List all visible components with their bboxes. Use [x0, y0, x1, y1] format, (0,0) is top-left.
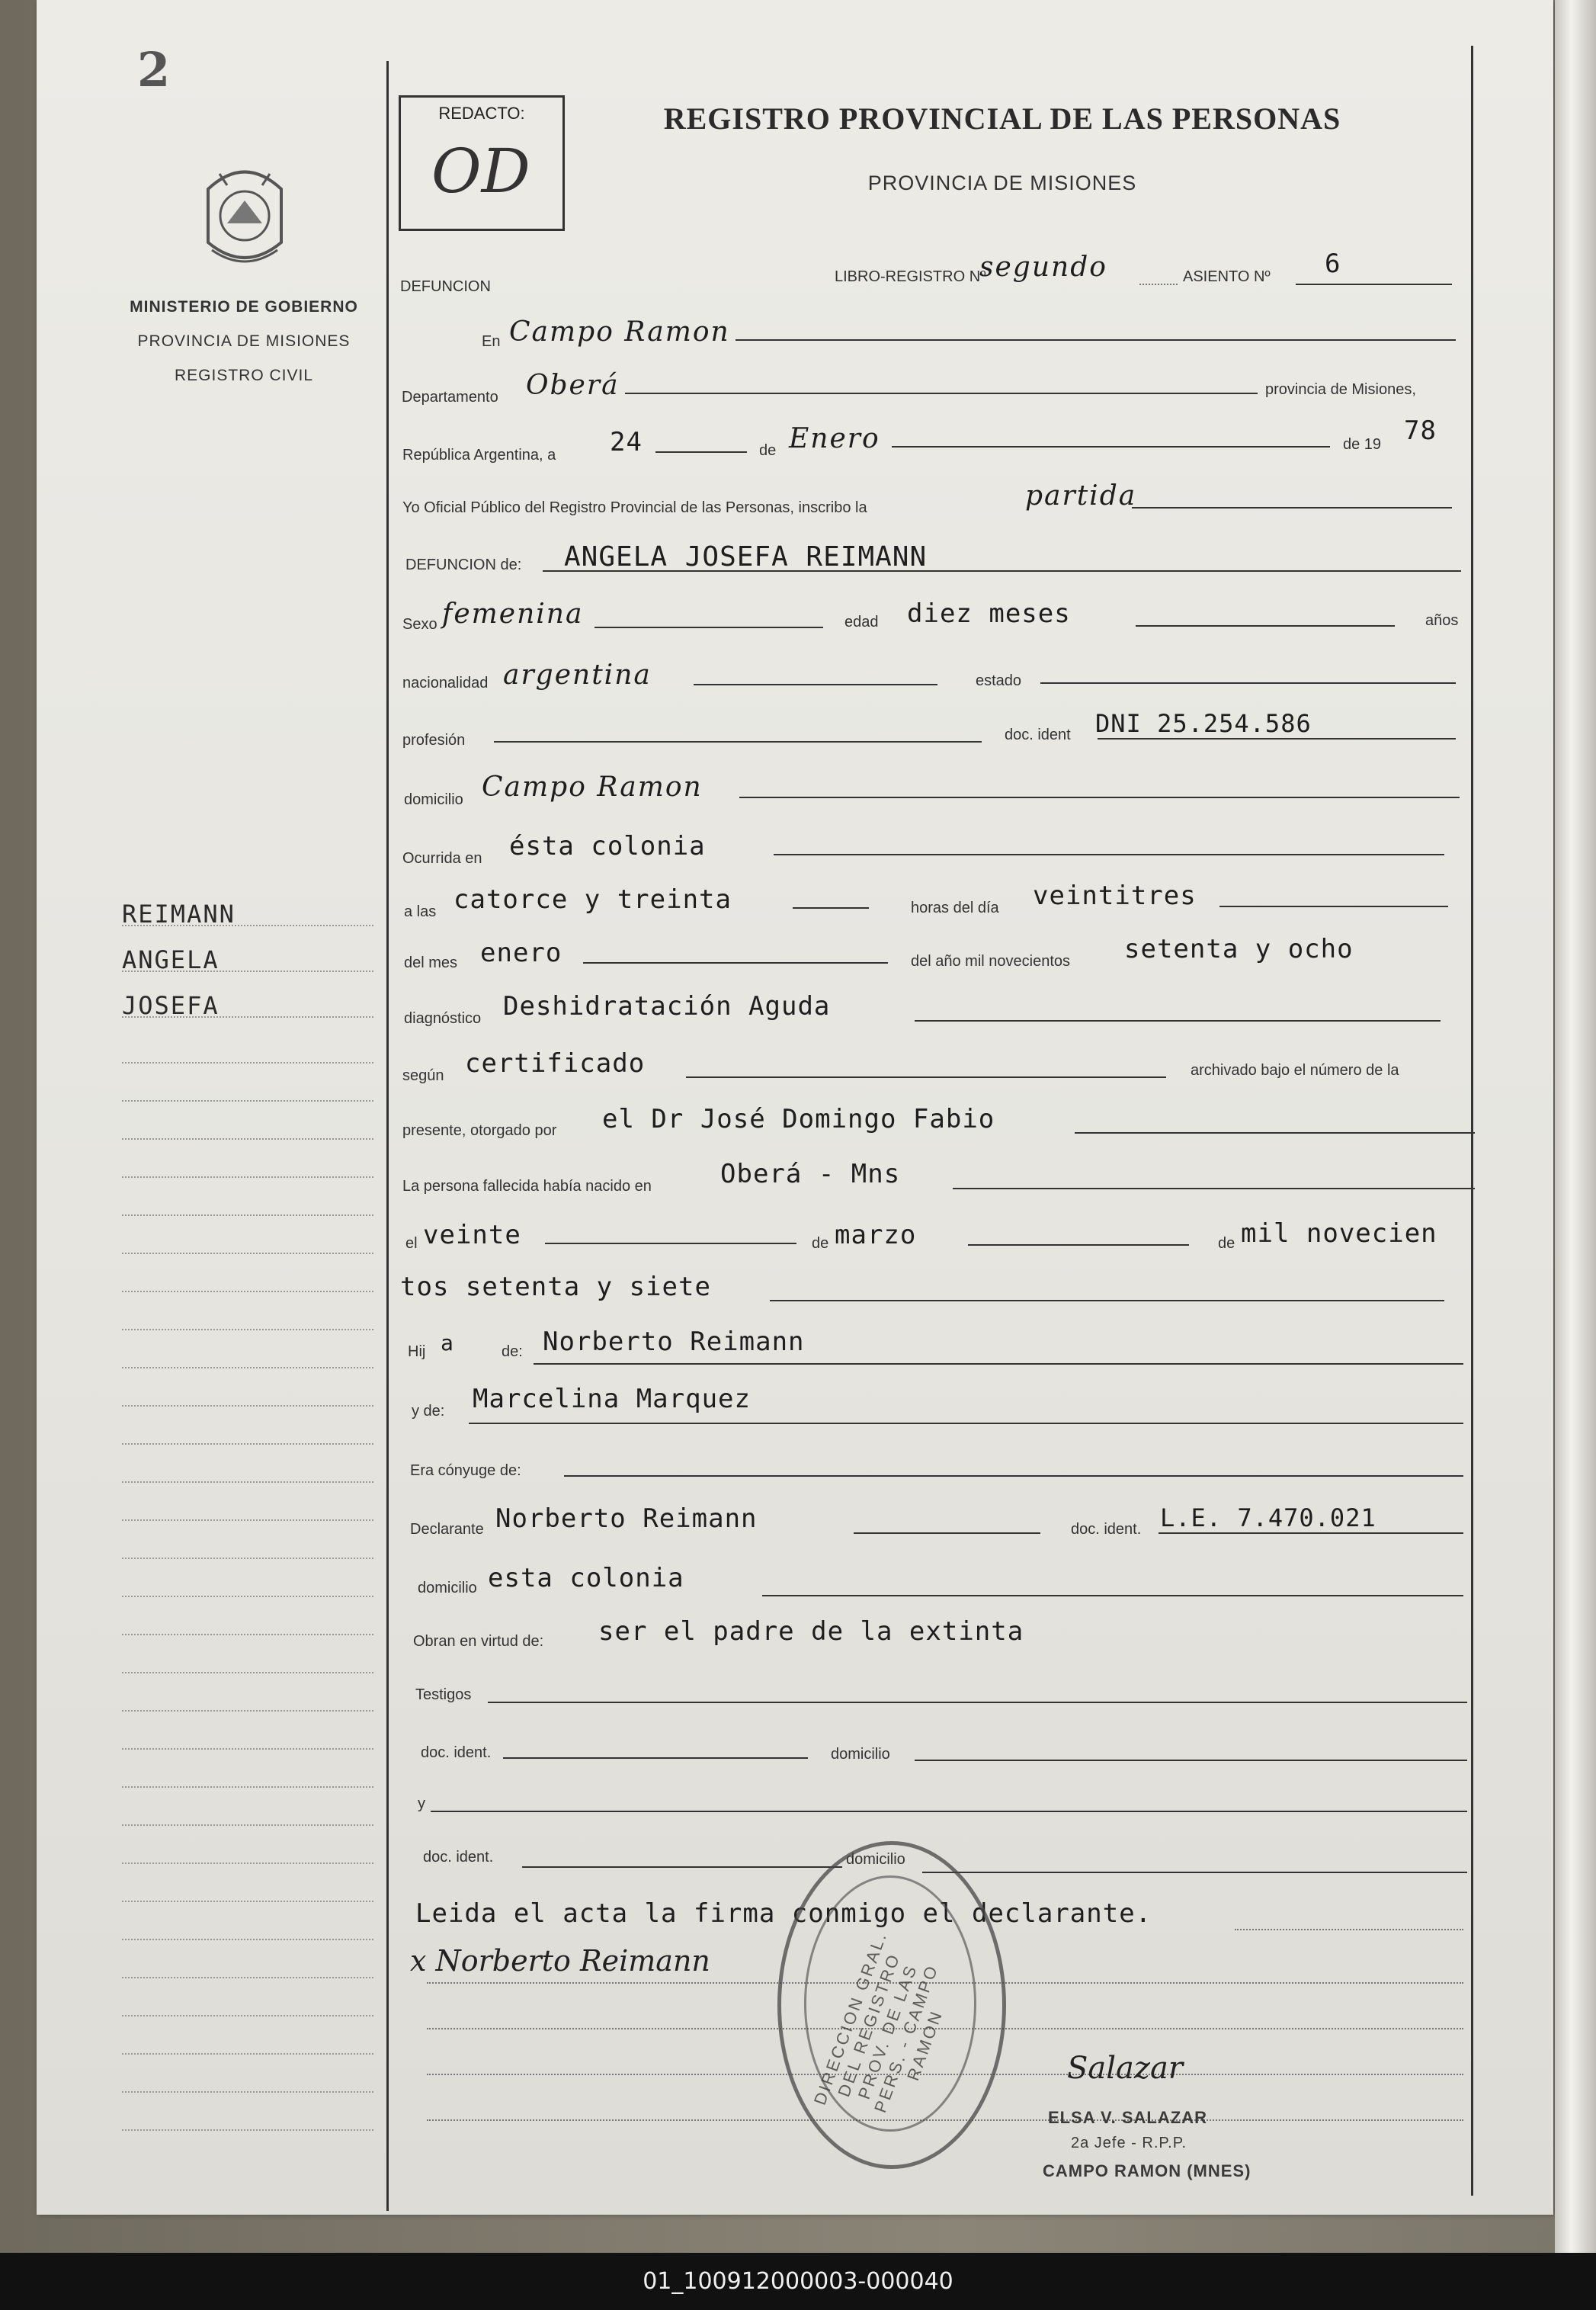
dotted-line — [1235, 1929, 1463, 1930]
madre-value: Marcelina Marquez — [473, 1384, 751, 1414]
segun-label: según — [402, 1067, 444, 1084]
line — [625, 393, 1258, 394]
conyuge-label: Era cónyuge de: — [410, 1462, 521, 1479]
office-name: REGISTRO CIVIL — [174, 367, 314, 384]
estado-label: estado — [976, 672, 1022, 689]
doc-ident3-label: doc. ident. — [421, 1744, 492, 1761]
margin-line — [122, 1786, 373, 1788]
line — [854, 1532, 1040, 1534]
line — [915, 1760, 1467, 1761]
margin-line — [122, 1176, 373, 1178]
margin-line — [122, 1939, 373, 1940]
margin-line — [122, 1405, 373, 1407]
doc-ident2-label: doc. ident. — [1071, 1521, 1142, 1538]
domicilio3-label: domicilio — [831, 1746, 890, 1763]
margin-line — [122, 2091, 373, 2093]
hora-value: catorce y treinta — [453, 884, 732, 915]
edad-value: diez meses — [907, 598, 1071, 629]
y-de-label: y de: — [412, 1403, 445, 1420]
page-number: 2 — [137, 42, 171, 98]
lugar-nac-value: Oberá - Mns — [720, 1159, 901, 1189]
departamento-label: Departamento — [402, 389, 498, 406]
oficial-statement-label: Yo Oficial Público del Registro Provincial de las Personas, inscribo la — [402, 499, 867, 516]
line — [503, 1757, 808, 1759]
en-label: En — [482, 333, 501, 350]
margin-line — [122, 1100, 373, 1102]
ano-texto-value: setenta y ocho — [1124, 934, 1354, 964]
line — [770, 1300, 1444, 1301]
line — [694, 684, 937, 685]
margin-line — [122, 1214, 373, 1216]
ano-nac-2-value: tos setenta y siete — [400, 1272, 711, 1302]
margin-line — [122, 1672, 373, 1673]
margin-line — [122, 1977, 373, 1978]
hij-de-label: de: — [502, 1343, 523, 1360]
margin-line — [122, 1016, 373, 1018]
segun-value: certificado — [465, 1048, 646, 1079]
line — [494, 741, 982, 743]
asiento-value: 6 — [1325, 249, 1341, 279]
margin-line — [122, 1634, 373, 1635]
line — [1098, 738, 1456, 740]
domicilio2-label: domicilio — [418, 1580, 477, 1596]
year-value: 78 — [1404, 415, 1437, 446]
declarante-signature: x Norberto Reimann — [410, 1944, 710, 1978]
ano-nac-1-value: mil novecien — [1241, 1218, 1437, 1249]
anos-label: años — [1425, 612, 1459, 629]
margin-line — [122, 2053, 373, 2055]
margin-line — [122, 1253, 373, 1254]
line — [1296, 284, 1452, 285]
margin-line — [122, 1138, 373, 1140]
departamento-value: Oberá — [526, 370, 620, 401]
diagnostico-value: Deshidratación Aguda — [503, 991, 831, 1022]
sexo-value: femenina — [442, 598, 584, 630]
margin-line — [122, 1558, 373, 1559]
deceased-label: DEFUNCION de: — [405, 557, 522, 573]
doc-ident-label: doc. ident — [1005, 727, 1071, 743]
deceased-name-value: ANGELA JOSEFA REIMANN — [564, 541, 928, 573]
obran-label: Obran en virtud de: — [413, 1633, 544, 1650]
line — [774, 854, 1444, 855]
doc-ident4-label: doc. ident. — [423, 1849, 494, 1866]
y-label: y — [418, 1795, 425, 1812]
mes-nac-value: marzo — [835, 1220, 917, 1250]
line — [583, 962, 888, 964]
line — [968, 1244, 1189, 1246]
page-edge — [1555, 0, 1596, 2253]
margin-line — [122, 925, 373, 926]
line — [431, 1811, 1467, 1812]
dia-texto-value: veintitres — [1033, 881, 1197, 911]
document-title: REGISTRO PROVINCIAL DE LAS PERSONAS — [663, 101, 1341, 136]
presente-label: presente, otorgado por — [402, 1122, 557, 1139]
nacido-label: La persona fallecida había nacido en — [402, 1178, 652, 1195]
diagnostico-label: diagnóstico — [404, 1010, 482, 1027]
ocurrida-label: Ocurrida en — [402, 850, 482, 867]
right-rule — [1471, 46, 1473, 2196]
line — [762, 1595, 1463, 1596]
nacionalidad-value: argentina — [503, 659, 652, 691]
hij-suffix: a — [441, 1330, 454, 1356]
act-type: DEFUNCION — [400, 278, 491, 295]
line — [545, 1243, 796, 1244]
margin-line — [122, 1062, 373, 1064]
domicilio4-label: domicilio — [846, 1851, 905, 1868]
image-id-caption: 01_100912000003-000040 — [643, 2268, 953, 2295]
margin-rule — [386, 61, 389, 2211]
line — [469, 1423, 1463, 1424]
line — [922, 1872, 1467, 1873]
margin-line — [122, 1481, 373, 1483]
margin-line — [122, 1291, 373, 1292]
line — [655, 451, 747, 453]
sexo-label: Sexo — [402, 616, 437, 633]
provincia-label: provincia de Misiones, — [1265, 381, 1416, 398]
line — [534, 1363, 1463, 1365]
margin-first-name: ANGELA — [122, 945, 220, 974]
margin-line — [122, 1824, 373, 1826]
hij-label: Hij — [408, 1343, 426, 1360]
line — [1040, 682, 1456, 684]
declarante-label: Declarante — [410, 1521, 484, 1538]
line — [739, 797, 1460, 798]
line — [1159, 1532, 1463, 1534]
line — [793, 907, 869, 909]
el-label: el — [405, 1235, 418, 1252]
libro-label: LIBRO-REGISTRO Nº — [835, 268, 986, 285]
line — [1075, 1132, 1475, 1134]
dotted-line — [1139, 284, 1178, 285]
line — [953, 1188, 1475, 1189]
margin-line — [122, 1710, 373, 1712]
leida-statement: Leida el acta la firma conmigo el declarante. — [415, 1898, 1152, 1929]
redacto-box — [399, 95, 565, 231]
line — [686, 1076, 1166, 1078]
profesion-label: profesión — [402, 732, 466, 749]
republica-label: República Argentina, a — [402, 447, 556, 464]
issuer-block — [114, 290, 373, 393]
line — [1136, 625, 1395, 627]
margin-line — [122, 1748, 373, 1750]
provincial-seal-icon — [197, 159, 293, 273]
testigos-label: Testigos — [415, 1686, 472, 1703]
margin-line — [122, 1519, 373, 1521]
line — [488, 1702, 1467, 1703]
line — [736, 339, 1456, 341]
province-name: PROVINCIA DE MISIONES — [137, 332, 351, 350]
line — [915, 1020, 1441, 1022]
archivado-label: archivado bajo el número de la — [1191, 1062, 1399, 1079]
edad-label: edad — [844, 614, 879, 630]
redacto-label: REDACTO: — [438, 104, 525, 123]
margin-line — [122, 1901, 373, 1902]
line — [543, 570, 1461, 572]
a-las-label: a las — [404, 903, 437, 920]
domicilio-value: Campo Ramon — [482, 772, 703, 803]
margin-line — [122, 1862, 373, 1864]
margin-line — [122, 971, 373, 972]
place-value: Campo Ramon — [509, 316, 730, 348]
margin-line — [122, 1367, 373, 1368]
tipo-value: partida — [1025, 480, 1137, 512]
medico-value: el Dr José Domingo Fabio — [602, 1104, 995, 1134]
line — [1219, 906, 1448, 907]
month-value: Enero — [789, 423, 880, 454]
day-value: 24 — [610, 427, 643, 457]
de-label: de — [759, 442, 777, 459]
line — [594, 627, 823, 628]
margin-line — [122, 2015, 373, 2016]
libro-value: segundo — [979, 252, 1107, 283]
doc-declarante-value: L.E. 7.470.021 — [1160, 1503, 1376, 1532]
line — [522, 1866, 842, 1868]
margin-line — [122, 2129, 373, 2131]
domicilio-label: domicilio — [404, 791, 463, 808]
asiento-label: ASIENTO Nº — [1183, 268, 1271, 285]
horas-label: horas del día — [911, 900, 999, 916]
year-prefix-label: de 19 — [1343, 436, 1382, 453]
officer-role: 2a Jefe - R.P.P. — [1071, 2135, 1187, 2151]
margin-second-name: JOSEFA — [122, 991, 220, 1020]
ocurrida-value: ésta colonia — [509, 831, 706, 861]
de-mes-label: de — [812, 1235, 829, 1252]
officer-location: CAMPO RAMON (MNES) — [1043, 2161, 1251, 2180]
margin-line — [122, 1329, 373, 1330]
mes-texto-value: enero — [480, 938, 562, 968]
line — [564, 1475, 1463, 1477]
line — [1132, 507, 1452, 509]
padre-value: Norberto Reimann — [543, 1327, 805, 1357]
nacionalidad-label: nacionalidad — [402, 675, 489, 691]
document-subtitle: PROVINCIA DE MISIONES — [867, 172, 1137, 194]
domicilio-declarante-value: esta colonia — [488, 1563, 684, 1593]
doc-ident-value: DNI 25.254.586 — [1095, 709, 1312, 738]
officer-signature: Salazar — [1067, 2051, 1183, 2086]
obran-value: ser el padre de la extinta — [598, 1616, 1024, 1647]
stamp-text: DIRECCION GRAL. DEL REGISTRO PROV. DE LAS PERS. - CAMPO RAMON — [809, 1928, 947, 2116]
margin-line — [122, 1596, 373, 1597]
margin-surname: REIMANN — [122, 900, 236, 929]
del-ano-label: del año mil novecientos — [911, 953, 1071, 970]
officer-name: ELSA V. SALAZAR — [1048, 2108, 1207, 2127]
del-mes-label: del mes — [404, 954, 458, 971]
ministry-name: MINISTERIO DE GOBIERNO — [130, 298, 358, 316]
dia-nac-value: veinte — [423, 1220, 521, 1250]
redacto-value: OD — [431, 136, 530, 207]
declarante-value: Norberto Reimann — [495, 1503, 758, 1534]
margin-line — [122, 1443, 373, 1445]
de-ano-label: de — [1218, 1235, 1235, 1252]
line — [892, 446, 1330, 448]
